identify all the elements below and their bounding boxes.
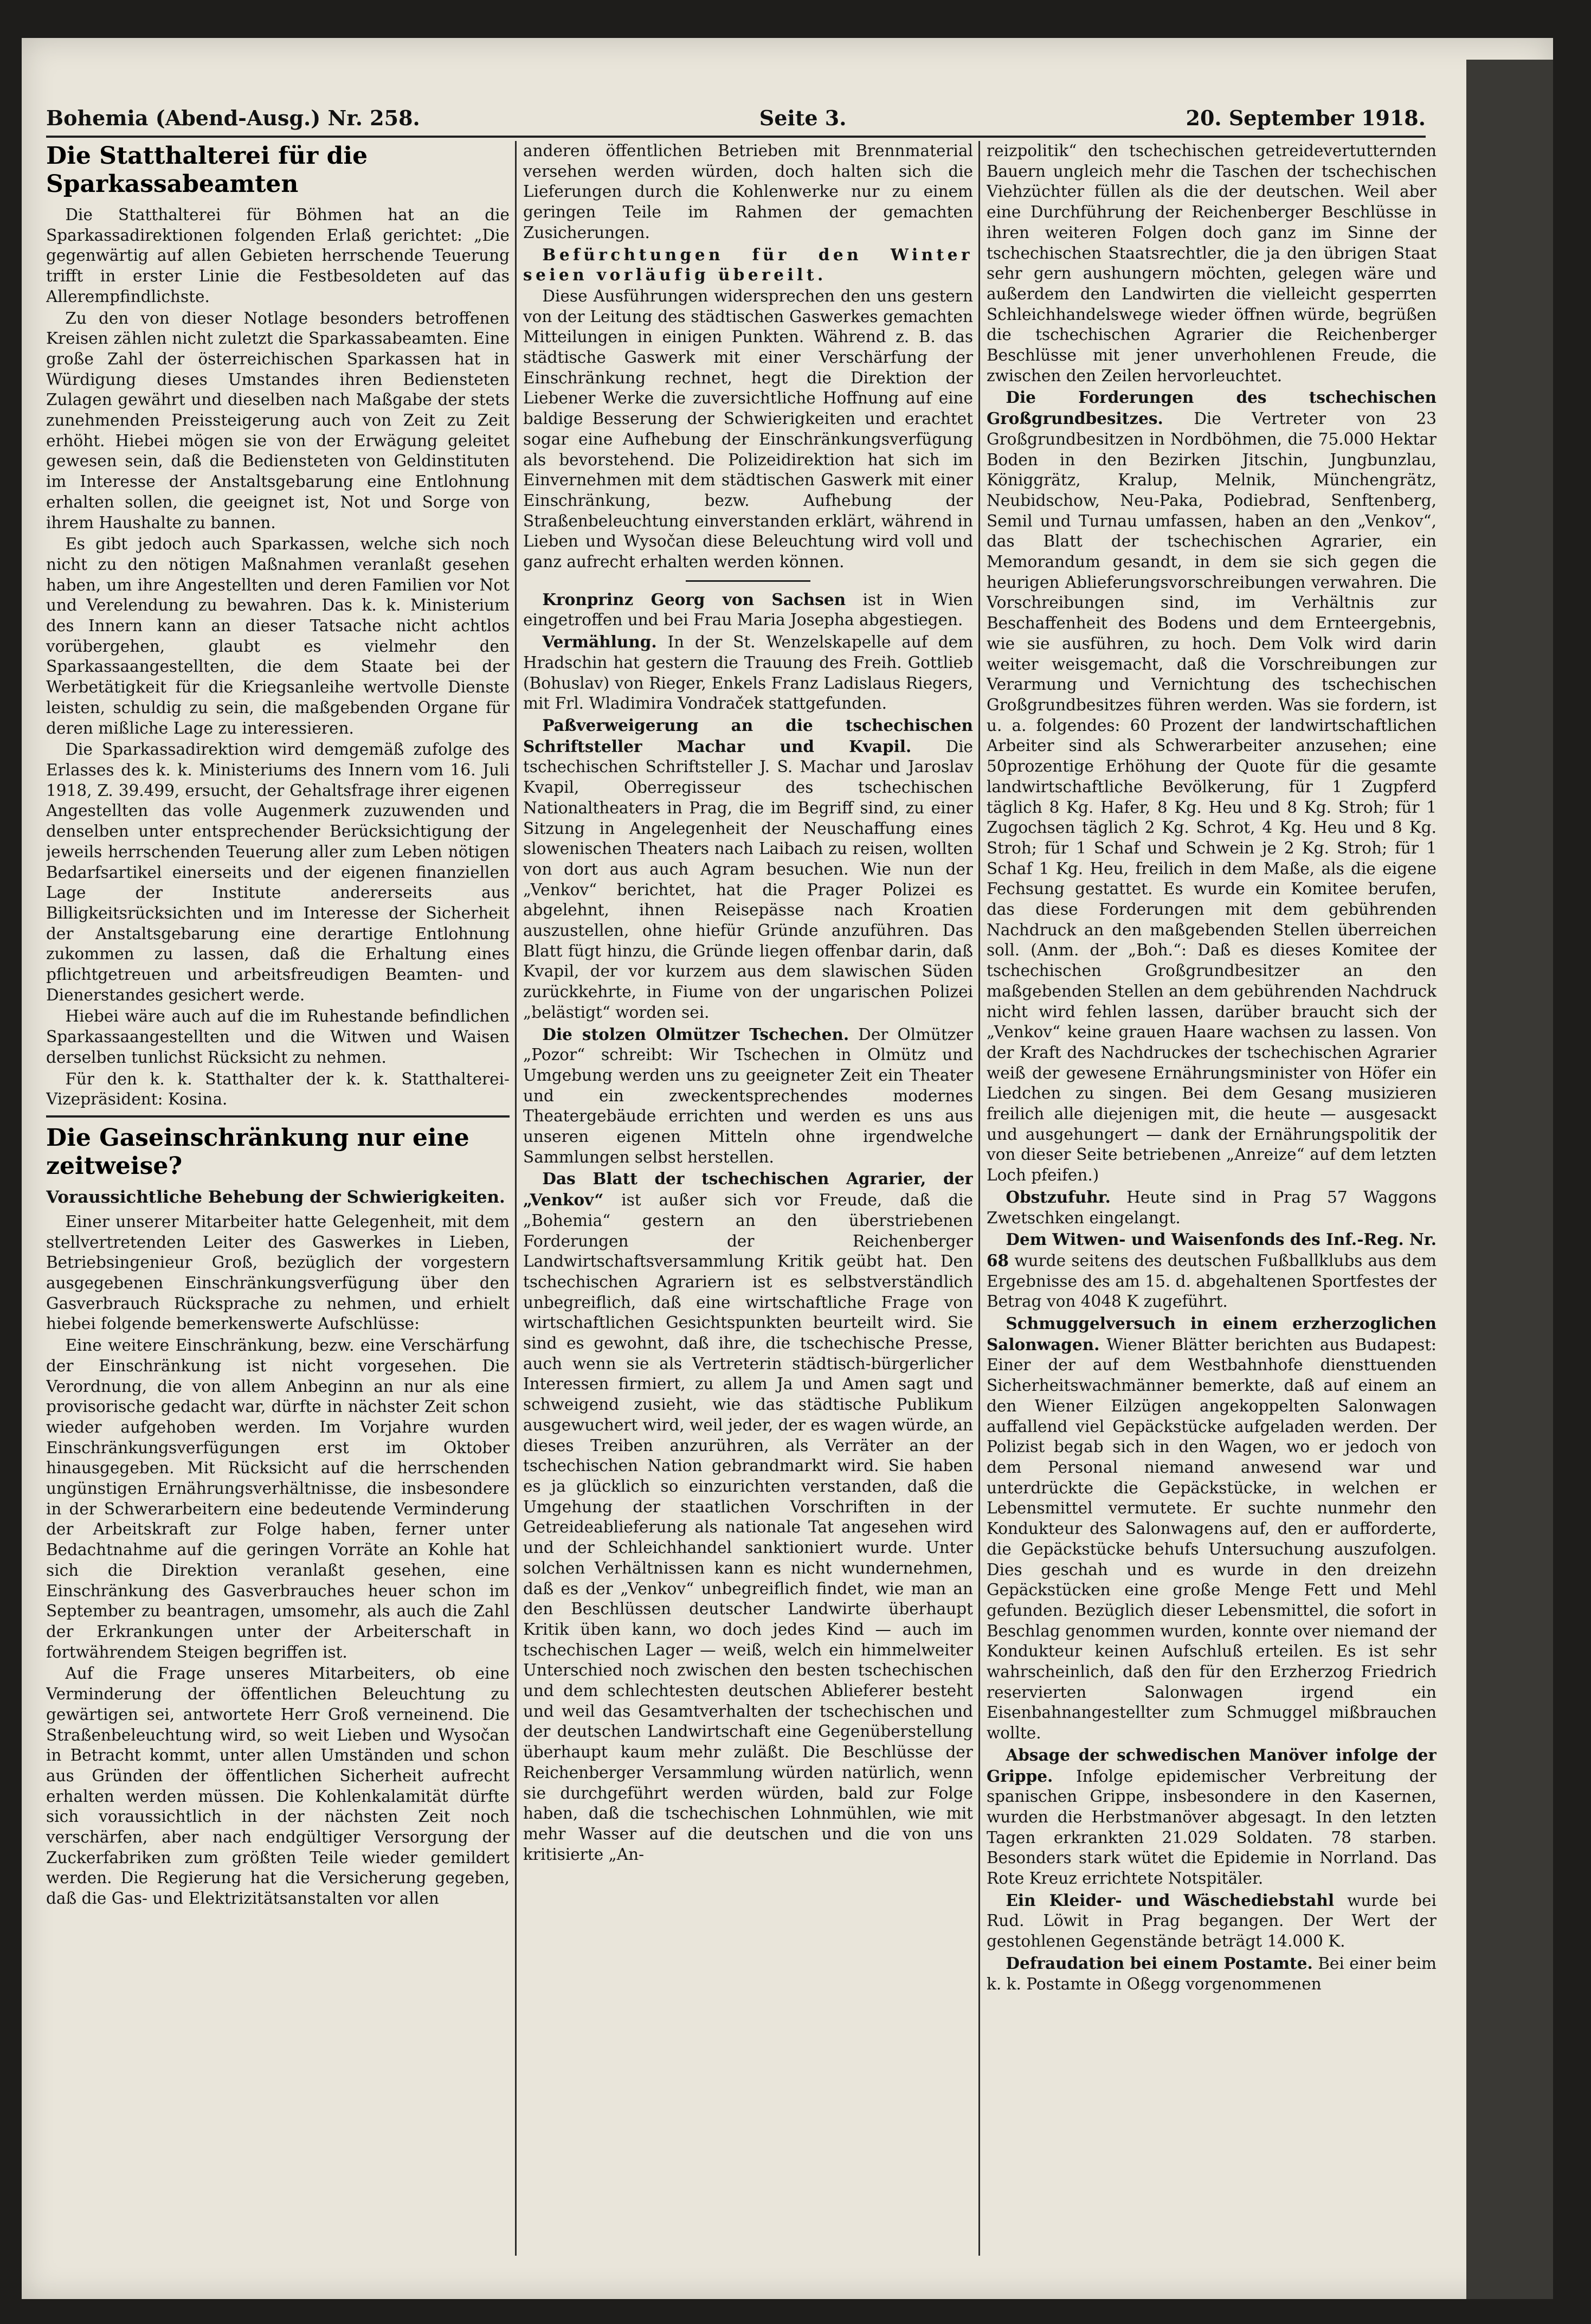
news-item: [987, 1313, 1437, 1744]
news-item-title: Dem Witwen- und Waisenfonds des Inf.-Reg. Nr. 68: [987, 1230, 1437, 1270]
article-paragraph: Auf die Frage unseres Mitarbeiters, ob eine Verminderung der öffentlichen Beleuchtung zu gewärtigen sei, antwortete Herr Groß verneinend. Die Straßenbeleuchtung wird, so weit Lieben und Wysočan in Betracht kommt, unter allen Umständen und schon aus Gründen der öffentlichen Sicherheit aufrecht erhalten werden müssen. Die Kohlenkalamität dürfte sich voraussichtlich in der nächsten Zeit noch verschärfen, aber nach endgültiger Versorgung der Zuckerfabriken zum größten Teile wieder gemildert werden. Die Regierung hat die Versicherung gegeben, daß die Gas- und Elektrizitätsanstalten vor allen: [46, 1664, 510, 1908]
news-item-body: wurde bei Rud. Löwit in Prag begangen. Der Wert der gestohlenen Gegenstände beträgt 14.000 K.: [987, 1891, 1437, 1951]
news-item: [523, 715, 973, 1023]
article-paragraph: Die Sparkassadirektion wird demgemäß zufolge des Erlasses des k. k. Ministeriums des Innern vom 16. Juli 1918, Z. 39.499, ersucht, der Gehaltsfrage ihrer eigenen Angestellten das volle Augenmerk zuzuwenden und denselben unter entsprechender Berücksichtigung der jeweils herrschenden Teuerung aller zum Leben nötigen Bedarfsartikel einerseits und der eigenen finanziellen Lage der Institute andererseits aus Billigkeitsrücksichten und im Interesse der Sicherheit der Anstaltsgebarung eine derartige Entlohnung zukommen zu lassen, daß die Erhaltung eines pflichtgetreuen und arbeitsfreudigen Beamten- und Dienerstandes gesichert werde.: [46, 740, 510, 1004]
article-paragraph: anderen öffentlichen Betrieben mit Brennmaterial versehen werden würden, doch halten sich die Lieferungen durch die Kohlenwerke nur zu einem geringen Teile im Rahmen der gemachten Zusicherungen.: [523, 142, 973, 242]
news-item: [523, 632, 973, 714]
masthead-date: 20. September 1918.: [1186, 106, 1426, 130]
news-item-body: Infolge epidemischer Verbreitung der spanischen Grippe, insbesondere in den Kasernen, wurden die Herbstmanöver abgesagt. In den letzten Tagen erkrankten 21.029 Soldaten. 78 starben. Besonders stark wütet die Epidemie in Norrland. Das Rote Kreuz errichtete Notspitäler.: [987, 1767, 1437, 1888]
news-item-body: Die tschechischen Schriftsteller J. S. Machar und Jaroslav Kvapil, Oberregisseur des tschechischen Nationaltheaters in Prag, die im Begriff sind, zu einer Sitzung in Angelegenheit der Neuschaffung eines slowenischen Theaters nach Laibach zu reisen, wollten von dort aus auch Agram besuchen. Wie nun der „Venkov“ berichtet, hat die Prager Polizei es abgelehnt, ihnen Reisepässe nach Kroatien auszustellen, ohne hiefür Gründe anzuführen. Das Blatt fügt hinzu, die Gründe liegen offenbar darin, daß Kvapil, der vor kurzem aus dem slawischen Süden zurückkehrte, in Fiume von der ungarischen Polizei „belästigt“ worden sei.: [523, 737, 973, 1022]
article-paragraph: Einer unserer Mitarbeiter hatte Gelegenheit, mit dem stellvertretenden Leiter des Gaswerkes in Lieben, Betriebsingenieur Groß, bezüglich der vorgestern ausgegebenen Einschränkungsverfügung über den Gasverbrauch Rücksprache zu nehmen, und erhielt hiebei folgende bemerkenswerte Aufschlüsse:: [46, 1212, 510, 1333]
news-item-title: Die stolzen Olmützer Tschechen.: [542, 1024, 849, 1044]
section-divider: [46, 1115, 510, 1118]
masthead-issue: Bohemia (Abend-Ausg.) Nr. 258.: [46, 106, 420, 130]
news-item: [523, 1169, 973, 1865]
column-rule-2: [978, 141, 980, 2256]
column-1: [46, 141, 510, 2256]
newspaper-page: [22, 38, 1553, 2299]
news-item: [987, 1890, 1437, 1952]
column-3: [987, 141, 1437, 2256]
news-item-body: Heute sind in Prag 57 Waggons Zwetschken eingelangt.: [987, 1187, 1437, 1227]
news-item-title: Kronprinz Georg von Sachsen: [542, 589, 846, 609]
article-paragraph: reizpolitik“ den tschechischen getreidevertutternden Bauern ungleich mehr die Taschen der tschechischen Viehzüchter füllen als die der deutschen. Weil aber eine Durchführung der Reichenberger Beschlüsse in ihren weiteren Folgen doch ganz im Sinne der tschechischen Staatsrechtler, die ja den übrigen Staat sehr gern aushungern möchten, gelegen wäre und außerdem den Landwirten die vielleicht gesperrten Schleichhandelswege wieder öffnen würde, begrüßen die tschechischen Agrarier die Reichenberger Beschlüsse mit jener unverhohlenen Freude, die zwischen den Zeilen hervorleuchtet.: [987, 142, 1437, 385]
short-divider: [686, 580, 810, 582]
news-item-title: Obstzufuhr.: [1006, 1187, 1111, 1206]
article-headline-statthalterei: Die Statthalterei für die Sparkassabeamten: [46, 142, 368, 198]
news-item: [987, 1745, 1437, 1889]
news-item-title: Paßverweigerung an die tschechischen Schriftsteller Machar und Kvapil.: [523, 715, 973, 756]
article-signature: Für den k. k. Statthalter der k. k. Statthalterei-Vizepräsident: Kosina.: [46, 1069, 510, 1109]
news-item-title: Ein Kleider- und Wäschediebstahl: [1006, 1890, 1335, 1910]
news-item: [523, 1024, 973, 1168]
article-headline-gaseinschraenkung: Die Gaseinschränkung nur eine zeitweise?: [46, 1124, 469, 1180]
news-item-title: Absage der schwedischen Manöver infolge der Grippe.: [987, 1745, 1437, 1786]
page-edge-shadow: [1466, 60, 1553, 2299]
news-item-body: Wiener Blätter berichten aus Budapest: Einer der auf dem Westbahnhofe diensttuenden Sicherheitswachmänner bemerkte, daß auf einem an den Wiener Eilzügen angekoppelten Salonwagen auffallend viel Gepäckstücke aufgeladen werden. Der Polizist begab sich in den Wagen, wo er jedoch von dem Personal niemand anwesend war und unterdrückte die Gepäckstücke, in welchen er Lebensmittel vermutete. Er suchte nunmehr den Kondukteur des Salonwagens auf, den er aufforderte, die Gepäckstücke behufs Untersuchung auszufolgen. Dies geschah und es wurde in den dreizehn Gepäckstücken eine große Menge Fett und Mehl gefunden. Bezüglich dieser Lebensmittel, die sofort in Beschlag genommen wurden, konnte over niemand der Kondukteur keinen Aufschluß erteilen. Es ist sehr wahrscheinlich, daß den für den Erzherzog Friedrich reservierten Salonwagen irgend ein Eisenbahnangestellter zum Schmuggel mißbrauchen wollte.: [987, 1335, 1437, 1743]
article-paragraph: Zu den von dieser Notlage besonders betroffenen Kreisen zählen nicht zuletzt die Sparkassabeamten. Eine große Zahl der österreichischen Sparkassen hat in Würdigung dieses Umstandes ihren Bediensteten Zulagen gewährt und dieselben nach Maßgabe der stets zunehmenden Preissteigerung auch von Zeit zu Zeit erhöht. Hiebei mögen sie von der Erwägung geleitet gewesen sein, daß die Bediensteten von Geldinstituten im Interesse der Anstaltsgebarung eine Entlohnung erhalten sollen, die geeignet ist, Not und Sorge von ihrem Haushalte zu bannen.: [46, 309, 510, 532]
news-item: [987, 1229, 1437, 1312]
article-paragraph: Eine weitere Einschränkung, bezw. eine Verschärfung der Einschränkung ist nicht vorgesehen. Die Verordnung, die von allem Anbeginn an nur als eine provisorische gedacht war, dürfte in nächster Zeit schon wieder aufgehoben werden. Im Vorjahre wurden Einschränkungsverfügungen erst im Oktober hinausgegeben. Mit Rücksicht auf die herrschenden ungünstigen Ernährungsverhältnisse, die insbesondere in der Schwerarbeitern eine bedeutende Verminderung der Arbeitskraft zur Folge haben, ferner unter Bedachtnahme auf die geringen Vorräte an Kohle hat sich die Direktion veranlaßt gesehen, eine Einschränkung des Gasverbrauches heuer schon im September zu beantragen, umsomehr, als auch die Zahl der Erkrankungen unter der Arbeiterschaft in fortwährendem Steigen begriffen ist.: [46, 1336, 510, 1661]
news-item-body: ist außer sich vor Freude, daß die „Bohemia“ gestern an den überstriebenen Forderungen der Reichenberger Landwirtschaftsversammlung Kritik geübt hat. Den tschechischen Agrariern ist es selbstverständlich unbegreiflich, daß eine wirtschaftliche Frage von wirtschaftlichen Gesichtspunkten beurteilt wird. Sie sind es gewohnt, daß ihre, die tschechische Presse, auch wenn sie als Vertreterin städtisch-bürgerlicher Interessen firmiert, zu allem Ja und Amen sagt und schweigend zusieht, wie das städtische Publikum ausgewuchert wird, weil jeder, der es wagen würde, an dieses Treiben anzurühren, als Verräter an der tschechischen Nation gebrandmarkt wird. Sie haben es ja glücklich so einzurichten verstanden, daß die Umgehung der staatlichen Vorschriften in der Getreideablieferung als nationale Tat angesehen wird und der Schleichhandel sanktioniert wurde. Unter solchen Verhältnissen kann es nicht wundernehmen, daß es der „Venkov“ unbegreiflich findet, wie man an den Beschlüssen deutscher Landwirte überhaupt Kritik üben kann, wo doch jedes Kind — auch im tschechischen Lager — weiß, welch ein himmelweiter Unterschied noch zwischen den besten tschechischen und dem schlechtesten deutschen Ablieferer besteht und weil das Gesamtverhalten der tschechischen und der deutschen Landwirtschaft eine Gegenüberstellung überhaupt kaum mehr zuläßt. Die Beschlüsse der Reichenberger Versammlung würden natürlich, wenn sie durchgeführt werden würden, bald zur Folge haben, daß die tschechischen Lohnmühlen, wie mit mehr Wasser auf die deutschen und die von uns kritisierte „An-: [523, 1191, 973, 1864]
news-item-title: Das Blatt der tschechischen Agrarier, der „Venkov“: [523, 1169, 973, 1210]
article-paragraph: Es gibt jedoch auch Sparkassen, welche sich noch nicht zu den nötigen Maßnahmen veranlaßt gesehen haben, um ihre Angestellten und deren Familien vor Not und Verelendung zu bewahren. Das k. k. Ministerium des Innern kann an dieser Tatsache nicht achtlos vorübergehen, glaubt es vielmehr den Sparkassaangestellten, die dem Staate bei der Werbetätigkeit für die Kriegsanleihe wertvolle Dienste leisten, schuldig zu sein, die maßgebenden Organe für deren mißliche Lage zu interessieren.: [46, 535, 510, 737]
masthead: [46, 92, 1426, 138]
column-rule-1: [515, 141, 517, 2256]
news-item-title: Vermählung.: [542, 632, 657, 652]
news-item-body: wurde seitens des deutschen Fußballklubs aus dem Ergebnisse des am 15. d. abgehaltenen Sportfestes der Betrag von 4048 K zugeführt.: [987, 1251, 1437, 1311]
news-item: [523, 589, 973, 631]
article-paragraph: Befürchtungen für den Winter seien vorläufig übereilt.: [523, 245, 973, 285]
news-item-body: Bei einer beim k. k. Postamte in Oßegg vorgenommenen: [987, 1954, 1437, 1993]
news-item: [987, 1953, 1437, 1994]
news-item-body: Der Olmützer „Pozor“ schreibt: Wir Tschechen in Olmütz und Umgebung werden uns zu geeigneter Zeit ein Theater und ein zweckentsprechendes modernes Theatergebäude errichten und werden es uns aus unseren eigenen Mitteln ohne irgendwelche Sammlungen selbst herstellen.: [523, 1025, 973, 1166]
news-item-title: Die Forderungen des tschechischen Großgrundbesitzes.: [987, 388, 1437, 428]
news-item-title: Schmuggelversuch in einem erzherzoglichen Salonwagen.: [987, 1314, 1437, 1354]
news-item-title: Defraudation bei einem Postamte.: [1006, 1953, 1313, 1973]
news-item: [987, 1187, 1437, 1228]
masthead-page-number: Seite 3.: [759, 106, 847, 130]
news-item-body: In der St. Wenzelskapelle auf dem Hradschin hat gestern die Trauung des Freih. Gottlieb (Bohuslav) von Rieger, Enkels Franz Ladislaus Riegers, mit Frl. Wladimira Vondraček stattgefunden.: [523, 633, 973, 713]
news-item-body: Die Vertreter von 23 Großgrundbesitzen in Nordböhmen, die 75.000 Hektar Boden in den Bezirken Jitschin, Jungbunzlau, Königgrätz, Kralup, Melnik, Münchengrätz, Neubidschow, Neu-Paka, Podiebrad, Senftenberg, Semil und Turnau umfassen, haben an den „Venkov“, das Blatt der tschechischen Agrarier, ein Memorandum gesandt, in dem sie sich gegen die heurigen Ablieferungsvorschreibungen verwahren. Die Vorschreibungen sind, im Verhältnis zur Beschaffenheit des Bodens und dem Ernteergebnis, wie sie ausführen, zu hoch. Dem Volk wird darin weiter weisgemacht, daß die Vorschreibungen zur Verarmung und Vernichtung des tschechischen Großgrundbesitzes führen werden. Was sie fordern, ist u. a. folgendes: 60 Prozent der landwirtschaftlichen Arbeiter sind als Schwerarbeiter anzusehen; eine 50prozentige Erhöhung der Quote für die gesamte landwirtschaftliche Bevölkerung, für 1 Zugpferd täglich 8 Kg. Hafer, 8 Kg. Heu und 8 Kg. Stroh; für 1 Zugochsen täglich 2 Kg. Schrot, 4 Kg. Heu und 8 Kg. Stroh; für 1 Schaf und Schwein je 2 Kg. Stroh; für 1 Schaf 1 Kg. Heu, freilich in dem Maße, als die eigene Fechsung gestattet. Es wurde ein Komitee berufen, das diese Forderungen mit dem gebührenden Nachdruck an den maßgebenden Stellen überreichen soll. (Anm. der „Boh.“: Daß es dieses Komitee der tschechischen Großgrundbesitzer an den maßgebenden Stellen an dem gebührenden Nachdruck nicht wird fehlen lassen, darüber braucht sich der „Venkov“ keine grauen Haare wachsen zu lassen. Von der Kraft des Nachdruckes der tschechischen Agrarier weiß der gewesene Ernährungsminister von Höfer ein Liedchen zu singen. Bei dem Gesang musizieren freilich alle diejenigen mit, die heute — ausgesackt und ausgehungert — dank der Ernährungspolitik der von dieser Seite betriebenen „Anreize“ auf dem letzten Loch pfeifen.): [987, 409, 1437, 1185]
article-paragraph: Diese Ausführungen widersprechen den uns gestern von der Leitung des städtischen Gaswerkes gemachten Mitteilungen in einigen Punkten. Während z. B. das städtische Gaswerk mit einer Verschärfung der Einschränkung rechnet, hegt die Direktion der Liebener Werke die zuversichtliche Hoffnung auf eine baldige Besserung der Schwierigkeiten und erachtet sogar eine Aufhebung der Einschränkungsverfügung als bevorstehend. Die Polizeidirektion hat sich im Einvernehmen mit dem städtischen Gaswerk mit einer Einschränkung, bezw. Aufhebung der Straßenbeleuchtung einverstanden erklärt, während in Lieben und Wysočan diese Beleuchtung wird voll und ganz aufrecht erhalten werden können.: [523, 286, 973, 572]
article-paragraph: Hiebei wäre auch auf die im Ruhestande befindlichen Sparkassaangestellten und die Witwen und Waisen derselben tunlichst Rücksicht zu nehmen.: [46, 1007, 510, 1067]
column-2: [523, 141, 973, 2256]
news-item-body: ist in Wien eingetroffen und bei Frau Maria Josepha abgestiegen.: [523, 590, 973, 630]
article-subheadline: Voraussichtliche Behebung der Schwierigkeiten.: [46, 1187, 505, 1207]
article-paragraph: Die Statthalterei für Böhmen hat an die Sparkassadirektionen folgenden Erlaß gerichtet: „Die gegenwärtig auf allen Gebieten herrschende Teuerung trifft in erster Linie die Festbesoldeten auf das Allerempfindlichste.: [46, 206, 510, 306]
news-item: [987, 387, 1437, 1185]
